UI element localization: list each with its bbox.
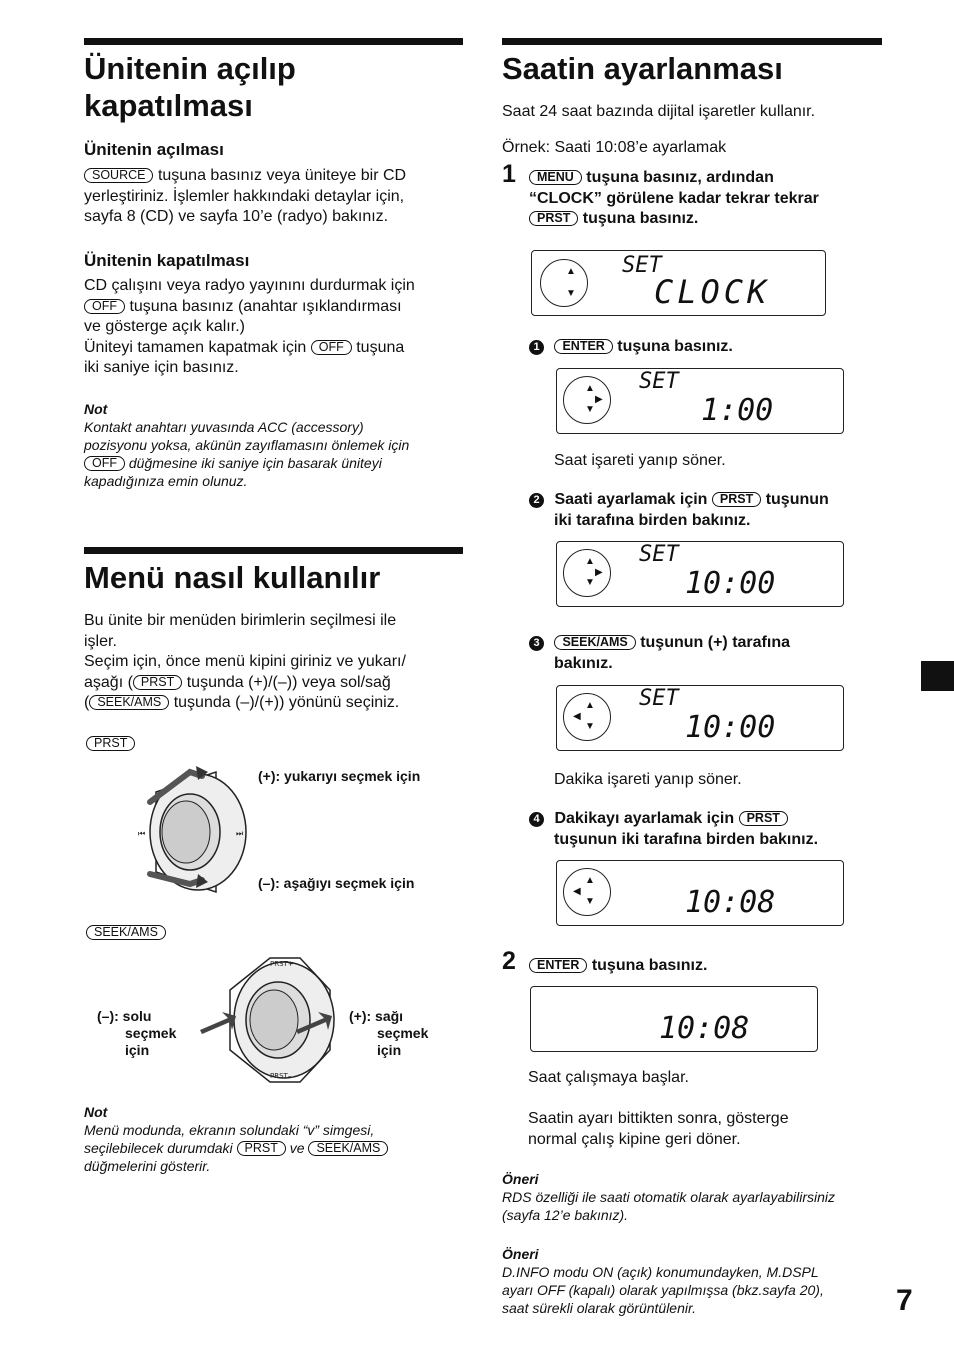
substep-number: 1 — [529, 340, 544, 355]
text: ve — [289, 1140, 305, 1156]
prst-key: PRST — [529, 211, 578, 226]
tip-label: Öneri — [502, 1171, 539, 1187]
text: normal çalış kipine geri döner. — [528, 1130, 741, 1148]
paragraph — [84, 611, 464, 714]
lcd-set: SET — [639, 369, 679, 394]
text: düğmelerini gösterir. — [84, 1158, 211, 1174]
prst-key: PRST — [86, 736, 135, 751]
seek-knob-illustration — [200, 950, 350, 1090]
up-arrow-icon: ▲ — [585, 556, 595, 567]
section-title: Menü nasıl kullanılır — [84, 560, 381, 595]
lcd-main: 10:00 — [685, 566, 776, 601]
tip — [502, 1245, 892, 1317]
text: Kontakt anahtarı yuvasında ACC (accessory) — [84, 419, 364, 435]
lcd-set: SET — [639, 686, 679, 711]
lcd-display — [556, 685, 844, 751]
lcd-main: 10:00 — [685, 710, 776, 745]
text: saat sürekli olarak görüntülenir. — [502, 1300, 697, 1316]
left-arrow-icon: ◀ — [573, 886, 581, 897]
text: tuşuna basınız. — [617, 338, 733, 355]
text: Saati ayarlamak için — [554, 491, 708, 508]
lcd-main: 10:08 — [685, 885, 776, 920]
caption: Saat işareti yanıp söner. — [554, 452, 726, 469]
prst-key: PRST — [237, 1141, 286, 1156]
up-arrow-icon: ▲ — [585, 700, 595, 711]
down-arrow-icon: ▼ — [585, 577, 595, 588]
seek-ams-key: SEEK/AMS — [554, 635, 635, 650]
text: seçmek — [377, 1025, 429, 1041]
text: (sayfa 12’e bakınız). — [502, 1207, 629, 1223]
text: tuşuna basınız veya üniteye bir CD — [157, 167, 407, 184]
key-caption — [86, 734, 135, 755]
prst-knob-illustration — [128, 762, 258, 902]
knob-prst-minus-text: PRST– — [270, 1072, 292, 1080]
substep-number: 3 — [529, 636, 544, 651]
text: RDS özelliği ile saati otomatik olarak ayarlayabilirsiniz — [502, 1189, 836, 1205]
text: bakınız. — [554, 654, 613, 672]
text: tuşuna basınız, ardından — [586, 169, 774, 186]
up-arrow-icon: ▲ — [566, 266, 576, 277]
substep — [529, 809, 889, 850]
subheading: Ünitenin açılması — [84, 140, 224, 159]
lcd-display — [530, 986, 818, 1052]
seek-minus-label — [97, 1008, 176, 1059]
off-key: OFF — [311, 340, 352, 355]
text: ayarı OFF (kapalı) olarak yapılmışsa (bkz.sayfa 20), — [502, 1282, 824, 1298]
substep — [529, 490, 889, 531]
menu-key: MENU — [529, 170, 582, 185]
text: ( — [84, 694, 90, 711]
text: tuşunda (+)/(–)) veya sol/sağ — [186, 673, 391, 691]
right-arrow-icon: ▶ — [595, 394, 603, 405]
text: için — [377, 1042, 402, 1058]
note — [84, 400, 464, 490]
lcd-set: SET — [622, 253, 662, 278]
text: “CLOCK” görülene kadar tekrar tekrar — [529, 189, 819, 207]
text: seçilebilecek durumdaki — [84, 1140, 233, 1156]
text: tuşuna basınız. — [582, 210, 699, 227]
prst-key: PRST — [739, 811, 788, 826]
page-tab-marker — [921, 661, 954, 691]
left-arrow-icon: ◀ — [573, 711, 581, 722]
substep — [529, 633, 889, 674]
text: kapadığınıza emin olunuz. — [84, 473, 248, 489]
text: ve gösterge açık kalır.) — [84, 318, 245, 335]
text: Seçim için, önce menü kipini giriniz ve yukarı/ — [84, 653, 406, 670]
subheading: Ünitenin kapatılması — [84, 251, 250, 270]
section-rule — [84, 547, 463, 554]
step-text — [529, 956, 707, 977]
step-number: 1 — [502, 160, 516, 188]
section-title — [84, 50, 296, 124]
text: Üniteyi tamamen kapatmak için — [84, 338, 307, 356]
up-arrow-icon: ▲ — [585, 383, 595, 394]
section-rule — [502, 38, 882, 45]
lcd-display — [531, 250, 826, 316]
substep-number: 2 — [529, 493, 544, 508]
dpad-icon — [540, 259, 588, 307]
text: tuşunun — [765, 491, 829, 508]
text: tuşuna basınız (anahtar ışıklandırması — [129, 297, 402, 315]
caption: Dakika işareti yanıp söner. — [554, 771, 742, 788]
step-text — [529, 168, 889, 230]
down-arrow-icon: ▼ — [566, 288, 576, 299]
svg-text:⏭: ⏭ — [236, 829, 244, 838]
seek-plus-label — [349, 1008, 428, 1059]
tip — [502, 1170, 892, 1224]
text: seçmek — [125, 1025, 177, 1041]
off-key: OFF — [84, 299, 125, 314]
seek-ams-key: SEEK/AMS — [86, 925, 166, 940]
tip-label: Öneri — [502, 1246, 539, 1262]
text: tuşuna — [356, 338, 405, 356]
text: tuşunun (+) tarafına — [640, 634, 790, 651]
text: sayfa 8 (CD) ve sayfa 10’e (radyo) bakınız. — [84, 208, 389, 225]
text: aşağı ( — [84, 673, 133, 691]
lcd-set: SET — [639, 542, 679, 567]
step-number: 2 — [502, 947, 516, 975]
enter-key: ENTER — [529, 958, 587, 973]
right-arrow-icon: ▶ — [595, 567, 603, 578]
paragraph — [84, 166, 464, 228]
title-line: Ünitenin açılıp — [84, 51, 296, 86]
text: (–): solu — [97, 1008, 152, 1024]
source-key: SOURCE — [84, 168, 153, 183]
svg-text:⏮: ⏮ — [138, 829, 146, 838]
intro-text: Saat 24 saat bazında dijital işaretler kullanır. — [502, 103, 816, 120]
text: Saat çalışmaya başlar. — [528, 1069, 689, 1086]
seek-ams-key: SEEK/AMS — [89, 695, 169, 710]
text: (+): sağı — [349, 1008, 404, 1024]
text: yerleştiriniz. İşlemler hakkındaki detaylar için, — [84, 187, 405, 205]
note-label: Not — [84, 1104, 108, 1120]
text: düğmesine iki saniye için basarak üniteyi — [128, 455, 382, 471]
page-number: 7 — [896, 1284, 913, 1317]
text: işler. — [84, 632, 117, 650]
down-arrow-icon: ▼ — [585, 896, 595, 907]
off-key: OFF — [84, 456, 125, 471]
prst-plus-label: (+): yukarıyı seçmek için — [258, 768, 421, 784]
text: iki tarafına birden bakınız. — [554, 511, 751, 529]
text: tuşunun iki tarafına birden bakınız. — [554, 830, 819, 848]
text: iki saniye için basınız. — [84, 359, 239, 376]
section-rule — [84, 38, 463, 45]
prst-key: PRST — [133, 675, 182, 690]
text: Menü modunda, ekranın solundaki “v” simgesi, — [84, 1122, 375, 1138]
title-line: kapatılması — [84, 88, 253, 123]
text: Dakikayı ayarlamak için — [554, 810, 735, 827]
substep-number: 4 — [529, 812, 544, 827]
prst-key: PRST — [712, 492, 761, 507]
text: Saatin ayarı bittikten sonra, gösterge — [528, 1110, 789, 1127]
text: için — [125, 1042, 150, 1058]
key-caption — [86, 923, 166, 944]
text: tuşuna basınız. — [591, 957, 708, 974]
knob-prst-plus-text: PRST+ — [270, 960, 294, 968]
substep — [529, 337, 733, 358]
lcd-main: 10:08 — [659, 1011, 750, 1046]
prst-minus-label: (–): aşağıyı seçmek için — [258, 875, 415, 891]
text: Bu ünite bir menüden birimlerin seçilmesi ile — [84, 612, 397, 629]
down-arrow-icon: ▼ — [585, 721, 595, 732]
section-title: Saatin ayarlanması — [502, 51, 783, 86]
text: tuşunda (–)/(+)) yönünü seçiniz. — [173, 694, 400, 711]
lcd-display — [556, 368, 844, 434]
note-label: Not — [84, 401, 108, 417]
paragraph — [84, 276, 464, 379]
down-arrow-icon: ▼ — [585, 404, 595, 415]
text: CD çalışını veya radyo yayınını durdurmak için — [84, 277, 415, 294]
seek-ams-key: SEEK/AMS — [308, 1141, 388, 1156]
lcd-display — [556, 541, 844, 607]
enter-key: ENTER — [554, 339, 612, 354]
text: pozisyonu yoksa, akünün zayıflamasını önlemek için — [84, 437, 410, 453]
lcd-main: CLOCK — [654, 273, 771, 311]
text: D.INFO modu ON (açık) konumundayken, M.DSPL — [502, 1264, 819, 1280]
lcd-main: 1:00 — [701, 393, 774, 428]
up-arrow-icon: ▲ — [585, 875, 595, 886]
lcd-display — [556, 860, 844, 926]
intro-text: Örnek: Saati 10:08’e ayarlamak — [502, 139, 727, 156]
note — [84, 1103, 464, 1175]
caption — [528, 1068, 888, 1150]
